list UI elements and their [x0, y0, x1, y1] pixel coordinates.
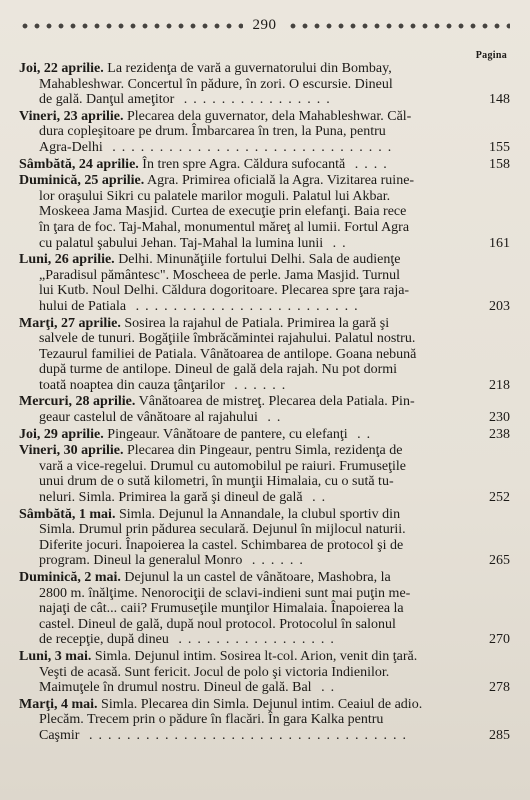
entry-line: Simla. Dejunul intim. Sosirea lt-col. Arion, venit din ţară. [91, 648, 418, 664]
page-header [19, 14, 510, 36]
entry-line: lui Kutb. Noul Delhi. Căldura dogoritoare. Plecarea spre ţara raja- [39, 283, 410, 299]
entry-line: Pingeaur. Vânătoare de pantere, cu elefanţi [103, 426, 348, 442]
dot-leader: .. [323, 235, 352, 251]
entry-line: Sosirea la rajahul de Patiala. Primirea la gară şi [120, 315, 390, 331]
entry-first-line [19, 443, 470, 459]
entry-line: program. Dineul la generalul Monro ...... [39, 553, 309, 569]
dot-leader: ........................ [126, 298, 364, 314]
entry-line: Delhi. Minunăţiile fortului Delhi. Sala de audienţe [114, 252, 401, 268]
entry-first-line [19, 394, 470, 410]
entry-date: Luni, 3 mai. [19, 648, 92, 664]
page-number: 290 [252, 16, 277, 33]
entry-page-number: 155 [489, 139, 510, 155]
entry-date: Vineri, 23 aprilie. [19, 108, 124, 124]
toc-entry [19, 157, 510, 173]
entry-date: Mercuri, 28 aprilie. [19, 394, 136, 410]
entry-first-line [19, 252, 470, 268]
toc-entry [19, 316, 510, 394]
entry-date: Duminică, 25 aprilie. [19, 173, 145, 189]
entry-line: Agra. Primirea oficială la Agra. Vizitarea ruine- [144, 173, 415, 189]
entry-page-number: 203 [489, 298, 510, 314]
entry-date: Luni, 26 aprilie. [19, 252, 115, 268]
entry-text [19, 173, 510, 251]
entry-text [19, 570, 510, 648]
ornament-left [19, 21, 243, 31]
toc-entry [19, 443, 510, 505]
toc-entry [19, 507, 510, 569]
entry-line: Vânătoarea de mistreţ. Plecarea dela Patiala. Pin- [135, 394, 415, 410]
entry-first-line [19, 316, 470, 332]
entry-text [19, 252, 510, 314]
entry-line: Plecarea dela guvernator, dela Mahableshwar. Căl- [123, 108, 412, 124]
dot-leader: .. [302, 490, 332, 506]
entry-line: de gală. Danţul ameţitor ................ [39, 92, 336, 108]
entry-page-number: 270 [489, 632, 510, 648]
dot-leader: .............................. [102, 139, 398, 155]
entry-line: lor oraşului Sikri cu palatele marilor moguli. Palatul lui Akbar. [39, 188, 391, 204]
entry-first-line [19, 157, 470, 173]
toc-entry [19, 61, 510, 108]
page-column-label: Pagina [475, 50, 507, 61]
toc-entry [19, 697, 510, 744]
dot-leader: ...... [224, 377, 292, 393]
entry-text [19, 507, 510, 569]
entry-line: Diferite jocuri. Înapoierea la castel. Schimbarea de protocol şi de [39, 537, 404, 553]
entry-line: Maimuţele în drumul nostru. Dineul de gală. Bal .. [39, 680, 341, 696]
entry-first-line [19, 61, 470, 77]
toc-entry [19, 173, 510, 251]
entry-page-number: 218 [489, 377, 510, 393]
entry-page-number: 230 [489, 410, 510, 426]
entry-page-number: 252 [489, 490, 510, 506]
dot-leader: ................. [168, 632, 340, 648]
entry-line: najaţi de cât... caii? Frumuseţile munţilor Himalaia. Înapoierea la [39, 601, 404, 617]
table-of-contents [19, 61, 510, 744]
entry-line: „Paradisul pământesc". Moscheea de perle. Jama Masjid. Turnul [39, 267, 401, 283]
toc-entry [19, 109, 510, 156]
entry-date: Marţi, 4 mai. [19, 696, 98, 712]
dot-leader: ...... [242, 553, 309, 569]
entry-line: Simla. Plecarea din Simla. Dejunul intim. Ceaiul de adio. [97, 696, 423, 712]
entry-date: Vineri, 30 aprilie. [19, 443, 124, 459]
entry-line: de recepţie, după dineu ................. [39, 632, 340, 648]
entry-text [19, 443, 510, 505]
entry-line: Moskeea Jama Masjid. Curtea de execuţie prin elefanţi. Baia rece [39, 204, 407, 220]
entry-line: Veşti de acasă. Sunt fericit. Jocul de polo şi victoria Indienilor. [39, 664, 390, 680]
entry-line: Simla. Drumul prin pădurea seculară. Dejunul în mijlocul naturii. [39, 522, 406, 538]
entry-first-line [19, 649, 470, 665]
entry-page-number: 278 [489, 680, 510, 696]
entry-line: 2800 m. înălţime. Nenorociţii de sclavi-indieni sunt mai puţin me- [39, 585, 411, 601]
entry-date: Marţi, 27 aprilie. [19, 315, 121, 331]
dot-leader: ................ [174, 92, 336, 108]
entry-line: Agra-Delhi .............................. [39, 139, 398, 155]
entry-page-number: 265 [489, 553, 510, 569]
entry-text [19, 649, 510, 696]
entry-date: Sâmbătă, 1 mai. [19, 506, 116, 522]
entry-first-line [19, 697, 470, 713]
entry-text [19, 697, 510, 744]
toc-entry [19, 570, 510, 648]
entry-line: Plecarea din Pingeaur, pentru Simla, rezidenţa de [123, 443, 403, 459]
entry-page-number: 238 [489, 426, 510, 442]
dot-leader: .. [257, 410, 287, 426]
entry-text [19, 394, 510, 425]
toc-entry [19, 394, 510, 425]
entry-page-number: 158 [489, 156, 510, 172]
entry-line: în ţara de foc. Taj-Mahal, monumentul măreţ al lumii. Fortul Agra [39, 219, 410, 235]
entry-text [19, 157, 510, 173]
dot-leader: .................................. [79, 727, 412, 743]
toc-entry [19, 649, 510, 696]
dot-leader: .. [311, 680, 341, 696]
ornament-right [287, 21, 511, 31]
entry-first-line [19, 173, 470, 189]
entry-line: Mahableshwar. Concertul în pădure, în zori. O escursie. Dineul [39, 76, 393, 92]
entry-line: după turme de antilope. Dineul de gală dela rajah. Nu pot dormi [39, 362, 398, 378]
entry-line: vară a vice-regelui. Drumul cu automobilul pe raiuri. Frumuseţile [39, 458, 406, 474]
entry-line: castel. Dineul de gală, după noul protocol. Protocolul în salonul [39, 616, 396, 632]
entry-page-number: 148 [489, 92, 510, 108]
entry-line: Plecăm. Trecem prin o pădure în flacări. În gara Kalka pentru [39, 712, 384, 728]
entry-line: Caşmir .................................. [39, 727, 412, 743]
entry-line: Tezaurul familiei de Patiala. Vânătoarea de antilope. Goana nebună [39, 346, 417, 362]
toc-entry [19, 252, 510, 314]
entry-line: La rezidenţa de vară a guvernatorului din Bombay, [103, 61, 392, 76]
entry-page-number: 161 [489, 235, 510, 251]
entry-line: Dejunul la un castel de vânătoare, Mashobra, la [120, 570, 391, 585]
entry-date: Joi, 29 aprilie. [19, 426, 104, 442]
dot-leader: .... [345, 156, 393, 172]
entry-first-line [19, 507, 470, 523]
entry-text [19, 109, 510, 156]
entry-line: unui drum de o sută kilometri, în munţii Himalaia, cu o sută tu- [39, 474, 394, 490]
entry-line: cu palatul şabului Jehan. Taj-Mahal la lumina lunii .. [39, 235, 352, 251]
entry-first-line [19, 427, 470, 443]
entry-text [19, 427, 510, 443]
entry-line: dura copleşitoare pe drum. Îmbarcarea în tren, la Puna, pentru [39, 124, 386, 140]
entry-line: În tren spre Agra. Căldura sufocantă [138, 156, 346, 172]
toc-entry [19, 427, 510, 443]
entry-date: Duminică, 2 mai. [19, 570, 121, 585]
entry-text [19, 61, 510, 108]
entry-line: salvele de tunuri. Bogăţiile îmbrăcămintei rajahului. Palatul nostru. [39, 331, 416, 347]
entry-line: hului de Patiala ........................ [39, 298, 364, 314]
entry-first-line [19, 570, 470, 586]
entry-line: Simla. Dejunul la Annandale, la clubul sportiv din [115, 506, 401, 522]
entry-line: geaur castelul de vânătoare al rajahului .. [39, 410, 287, 426]
entry-first-line [19, 109, 470, 125]
entry-date: Joi, 22 aprilie. [19, 61, 104, 76]
entry-date: Sâmbătă, 24 aprilie. [19, 156, 139, 172]
entry-page-number: 285 [489, 727, 510, 743]
entry-text [19, 316, 510, 394]
entry-line: neluri. Simla. Primirea la gară şi dineul de gală .. [39, 490, 332, 506]
entry-line: toată noaptea din cauza ţânţarilor ...... [39, 377, 292, 393]
dot-leader: .. [347, 426, 377, 442]
